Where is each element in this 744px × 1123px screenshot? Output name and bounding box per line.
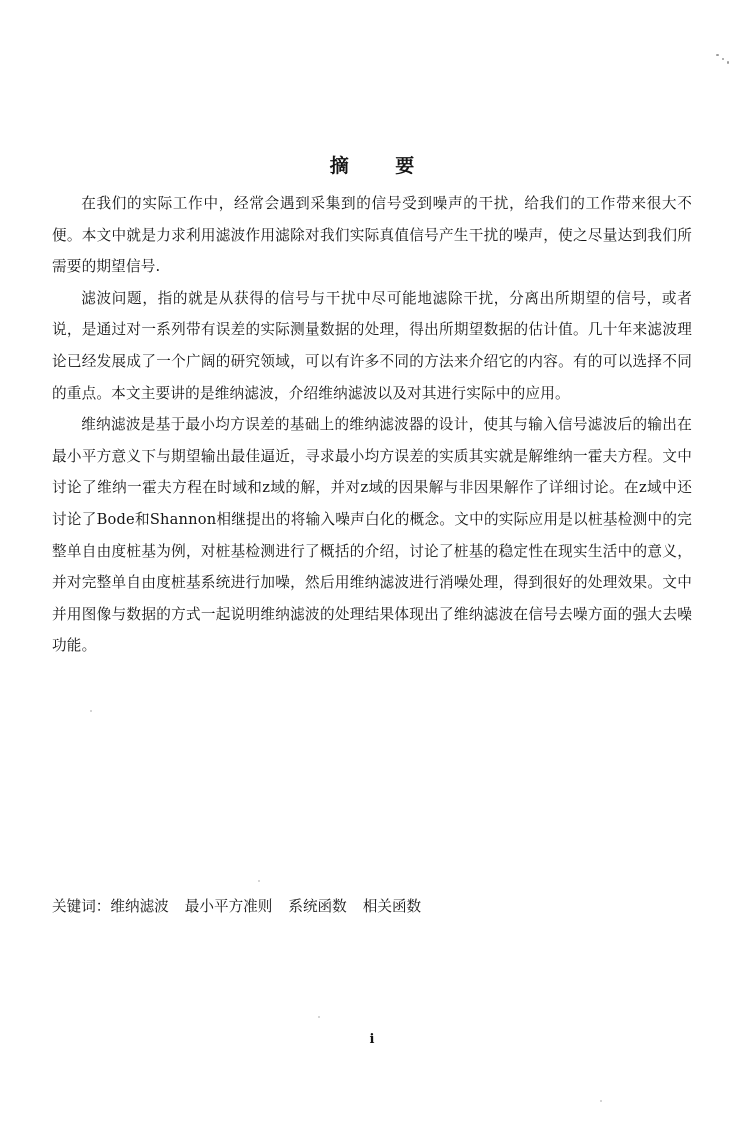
abstract-paragraph-2: 滤波问题，指的就是从获得的信号与干扰中尽可能地滤除干扰，分离出所期望的信号，或者说，是通过对一系列带有误差的实际测量数据的处理，得出所期望数据的估计值。几十年来滤波理论已经发展成了一个广阔的研究领域，可以有许多不同的方法来介绍它的内容。有的可以选择不同的重点。本文主要讲的是维纳滤波，介绍维纳滤波以及对其进行实际中的应用。 [52,289,692,402]
keyword-item: 维纳滤波 [110,898,169,915]
scan-speck [600,1100,602,1102]
scan-speck [716,54,719,56]
abstract-title: 摘 要 [329,155,435,177]
scan-speck [90,710,92,712]
keyword-item: 相关函数 [362,898,422,915]
page-number: i [369,1032,375,1047]
keywords-label: 关键词： [52,898,111,915]
scan-speck [258,880,260,882]
abstract-paragraph-3: 维纳滤波是基于最小均方误差的基础上的维纳滤波器的设计，使其与输入信号滤波后的输出在最小平方意义下与期望输出最佳逼近，寻求最小均方误差的实质其实就是解维纳一霍夫方程。文中讨论了维纳一霍夫方程在时域和z域的解，并对z域的因果解与非因果解作了详细讨论。在z域中还讨论了Bode和Shannon相继提出的将输入噪声白化的概念。文中的实际应用是以桩基检测中的完整单自由度桩基为例，对桩基检测进行了概括的介绍，讨论了桩基的稳定性在现实生活中的意义，并对完整单自由度桩基系统进行加噪，然后用维纳滤波进行消噪处理，得到很好的处理效果。文中并用图像与数据的方式一起说明维纳滤波的处理结果体现出了维纳滤波在信号去噪方面的强大去噪功能。 [52,416,692,655]
keywords-line [52,895,692,919]
scan-speck [722,58,724,60]
keyword-item: 系统函数 [288,898,347,915]
abstract-body [52,188,692,662]
scan-speck [727,61,729,64]
keyword-item: 最小平方准则 [184,898,273,915]
scan-speck [318,1016,320,1018]
abstract-paragraph-1: 在我们的实际工作中，经常会遇到采集到的信号受到噪声的干扰，给我们的工作带来很大不便。本文中就是力求利用滤波作用滤除对我们实际真值信号产生干扰的噪声，使之尽量达到我们所需要的期望信号. [52,195,692,276]
